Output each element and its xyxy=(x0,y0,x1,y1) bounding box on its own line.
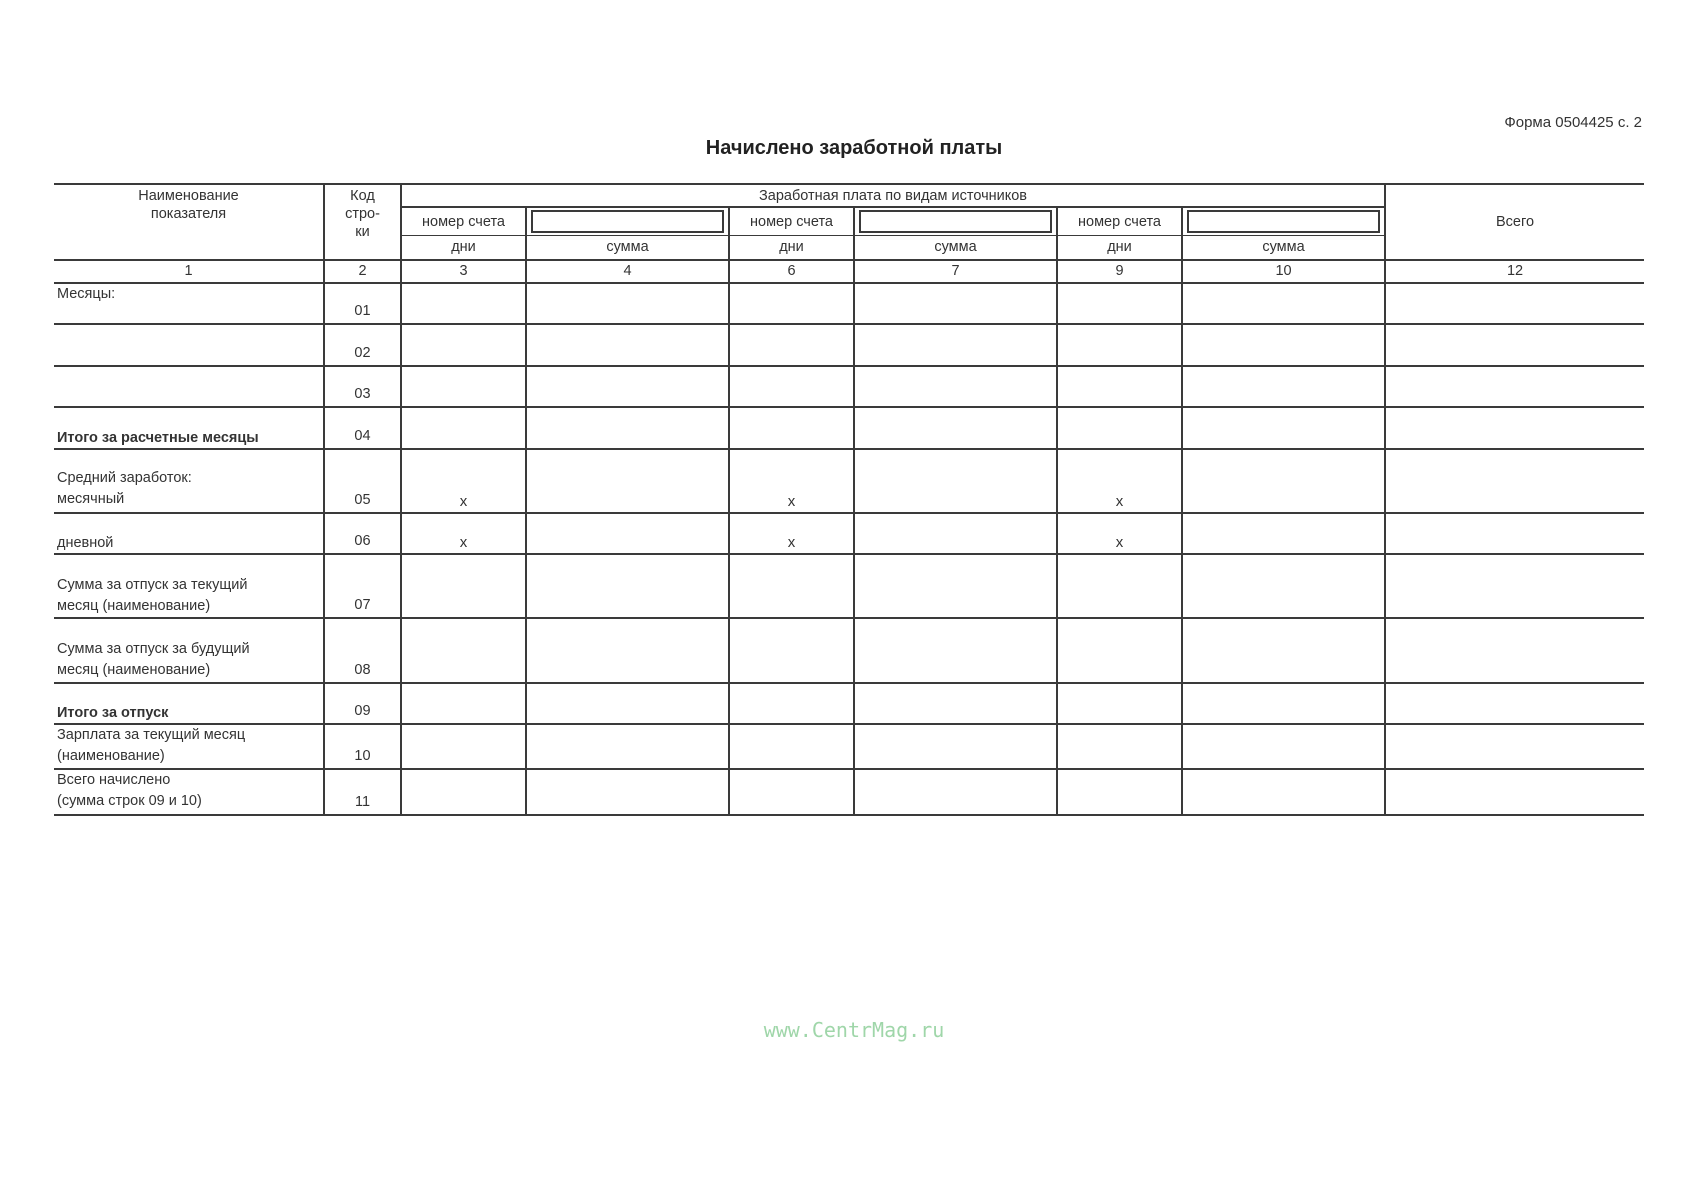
column-number: 3 xyxy=(401,260,526,283)
cell-total[interactable] xyxy=(1385,769,1644,815)
column-number: 12 xyxy=(1385,260,1644,283)
cell-sum[interactable] xyxy=(854,407,1057,449)
header-total: Всего xyxy=(1385,184,1644,260)
table-row xyxy=(54,554,1644,618)
column-number: 10 xyxy=(1182,260,1385,283)
cross-mark: x xyxy=(1057,513,1182,554)
cell-days[interactable] xyxy=(1057,554,1182,618)
cell-days[interactable] xyxy=(729,769,854,815)
column-number: 7 xyxy=(854,260,1057,283)
cell-total[interactable] xyxy=(1385,449,1644,513)
row-code: 05 xyxy=(324,449,401,513)
cell-days[interactable] xyxy=(1057,724,1182,769)
header-indicator-name: Наименование показателя xyxy=(54,184,324,260)
cell-sum[interactable] xyxy=(854,724,1057,769)
header-account-label-2: номер счета xyxy=(729,207,854,236)
cell-sum[interactable] xyxy=(1182,618,1385,683)
cell-sum[interactable] xyxy=(526,618,729,683)
row-code: 01 xyxy=(324,283,401,324)
cross-mark: x xyxy=(729,513,854,554)
row-label: Месяцы: xyxy=(54,283,324,324)
cell-total[interactable] xyxy=(1385,554,1644,618)
cell-days[interactable] xyxy=(1057,769,1182,815)
cross-mark: x xyxy=(401,449,526,513)
table-row xyxy=(54,618,1644,683)
cell-days[interactable] xyxy=(729,366,854,407)
table-row xyxy=(54,769,1644,815)
cell-sum[interactable] xyxy=(526,366,729,407)
cell-days[interactable] xyxy=(1057,407,1182,449)
cell-days[interactable] xyxy=(729,724,854,769)
column-number: 4 xyxy=(526,260,729,283)
cell-days[interactable] xyxy=(1057,324,1182,366)
account-number-box-2[interactable] xyxy=(854,207,1057,236)
header-account-label-1: номер счета xyxy=(401,207,526,236)
cell-days[interactable] xyxy=(401,283,526,324)
cell-sum[interactable] xyxy=(854,283,1057,324)
row-label: Итого за расчетные месяцы xyxy=(54,407,324,449)
column-numbers-row xyxy=(54,260,1644,283)
column-number: 2 xyxy=(324,260,401,283)
cell-total[interactable] xyxy=(1385,618,1644,683)
cell-sum[interactable] xyxy=(1182,683,1385,724)
cell-total[interactable] xyxy=(1385,724,1644,769)
cell-sum[interactable] xyxy=(1182,724,1385,769)
cell-sum[interactable] xyxy=(1182,554,1385,618)
table-row xyxy=(54,324,1644,366)
cell-sum[interactable] xyxy=(526,683,729,724)
cross-mark: x xyxy=(1057,449,1182,513)
header-sum-2: сумма xyxy=(854,236,1057,260)
row-code: 03 xyxy=(324,366,401,407)
header-days-3: дни xyxy=(1057,236,1182,260)
row-code: 07 xyxy=(324,554,401,618)
table-row xyxy=(54,724,1644,769)
cell-days[interactable] xyxy=(401,683,526,724)
cell-sum[interactable] xyxy=(526,724,729,769)
salary-table xyxy=(54,183,1644,816)
row-code: 02 xyxy=(324,324,401,366)
cell-sum[interactable] xyxy=(854,366,1057,407)
cell-sum[interactable] xyxy=(1182,769,1385,815)
cell-sum[interactable] xyxy=(854,554,1057,618)
table-row xyxy=(54,683,1644,724)
cell-total[interactable] xyxy=(1385,324,1644,366)
cell-days[interactable] xyxy=(401,769,526,815)
cell-sum[interactable] xyxy=(1182,513,1385,554)
cell-days[interactable] xyxy=(401,324,526,366)
cell-days[interactable] xyxy=(1057,366,1182,407)
cell-days[interactable] xyxy=(1057,683,1182,724)
cell-total[interactable] xyxy=(1385,513,1644,554)
column-number: 9 xyxy=(1057,260,1182,283)
row-label: Зарплата за текущий месяц (наименование) xyxy=(54,724,324,769)
header-days-2: дни xyxy=(729,236,854,260)
cell-days[interactable] xyxy=(729,554,854,618)
cross-mark: x xyxy=(401,513,526,554)
row-code: 09 xyxy=(324,683,401,724)
table-row xyxy=(54,407,1644,449)
cell-sum[interactable] xyxy=(526,407,729,449)
cell-sum[interactable] xyxy=(1182,283,1385,324)
header-sources-group: Заработная плата по видам источников xyxy=(401,184,1385,207)
table-row xyxy=(54,513,1644,554)
cell-total[interactable] xyxy=(1385,283,1644,324)
cell-days[interactable] xyxy=(401,724,526,769)
cell-days[interactable] xyxy=(729,683,854,724)
cell-sum[interactable] xyxy=(1182,407,1385,449)
row-label: дневной xyxy=(54,513,324,554)
column-number: 1 xyxy=(54,260,324,283)
row-code: 11 xyxy=(324,769,401,815)
row-label xyxy=(54,366,324,407)
header-sum-1: сумма xyxy=(526,236,729,260)
cell-sum[interactable] xyxy=(854,324,1057,366)
cell-sum[interactable] xyxy=(526,449,729,513)
row-label: Сумма за отпуск за будущий месяц (наименование) xyxy=(54,618,324,683)
cell-sum[interactable] xyxy=(854,513,1057,554)
cell-sum[interactable] xyxy=(526,513,729,554)
cell-days[interactable] xyxy=(401,366,526,407)
header-sum-3: сумма xyxy=(1182,236,1385,260)
cell-days[interactable] xyxy=(1057,283,1182,324)
header-account-label-3: номер счета xyxy=(1057,207,1182,236)
cell-days[interactable] xyxy=(729,407,854,449)
cell-sum[interactable] xyxy=(526,554,729,618)
row-label: Сумма за отпуск за текущий месяц (наименование) xyxy=(54,554,324,618)
cell-days[interactable] xyxy=(1057,618,1182,683)
row-code: 08 xyxy=(324,618,401,683)
table-row xyxy=(54,283,1644,324)
cell-sum[interactable] xyxy=(1182,449,1385,513)
cell-sum[interactable] xyxy=(526,769,729,815)
cell-sum[interactable] xyxy=(854,769,1057,815)
cell-sum[interactable] xyxy=(526,283,729,324)
row-label: Всего начислено (сумма строк 09 и 10) xyxy=(54,769,324,815)
row-code: 04 xyxy=(324,407,401,449)
cell-sum[interactable] xyxy=(1182,324,1385,366)
cell-sum[interactable] xyxy=(854,618,1057,683)
cell-sum[interactable] xyxy=(854,683,1057,724)
cell-total[interactable] xyxy=(1385,366,1644,407)
cell-days[interactable] xyxy=(401,618,526,683)
cell-days[interactable] xyxy=(401,407,526,449)
row-code: 10 xyxy=(324,724,401,769)
form-title: Начислено заработной платы xyxy=(705,137,1003,159)
cell-days[interactable] xyxy=(729,618,854,683)
row-code: 06 xyxy=(324,513,401,554)
row-label xyxy=(54,324,324,366)
account-number-box-3[interactable] xyxy=(1182,207,1385,236)
watermark: www.CentrMag.ru xyxy=(763,1018,945,1042)
table-row xyxy=(54,449,1644,513)
row-label: Итого за отпуск xyxy=(54,683,324,724)
cell-sum[interactable] xyxy=(526,324,729,366)
account-number-box-1[interactable] xyxy=(526,207,729,236)
row-label: Средний заработок: месячный xyxy=(54,449,324,513)
cell-sum[interactable] xyxy=(1182,366,1385,407)
cell-days[interactable] xyxy=(729,324,854,366)
header-row-code: Код стро- ки xyxy=(324,184,401,260)
column-number: 6 xyxy=(729,260,854,283)
cell-days[interactable] xyxy=(401,554,526,618)
cell-total[interactable] xyxy=(1385,683,1644,724)
header-days-1: дни xyxy=(401,236,526,260)
cell-days[interactable] xyxy=(729,283,854,324)
form-number: Форма 0504425 с. 2 xyxy=(1504,114,1642,131)
cross-mark: x xyxy=(729,449,854,513)
table-row xyxy=(54,366,1644,407)
cell-sum[interactable] xyxy=(854,449,1057,513)
cell-total[interactable] xyxy=(1385,407,1644,449)
